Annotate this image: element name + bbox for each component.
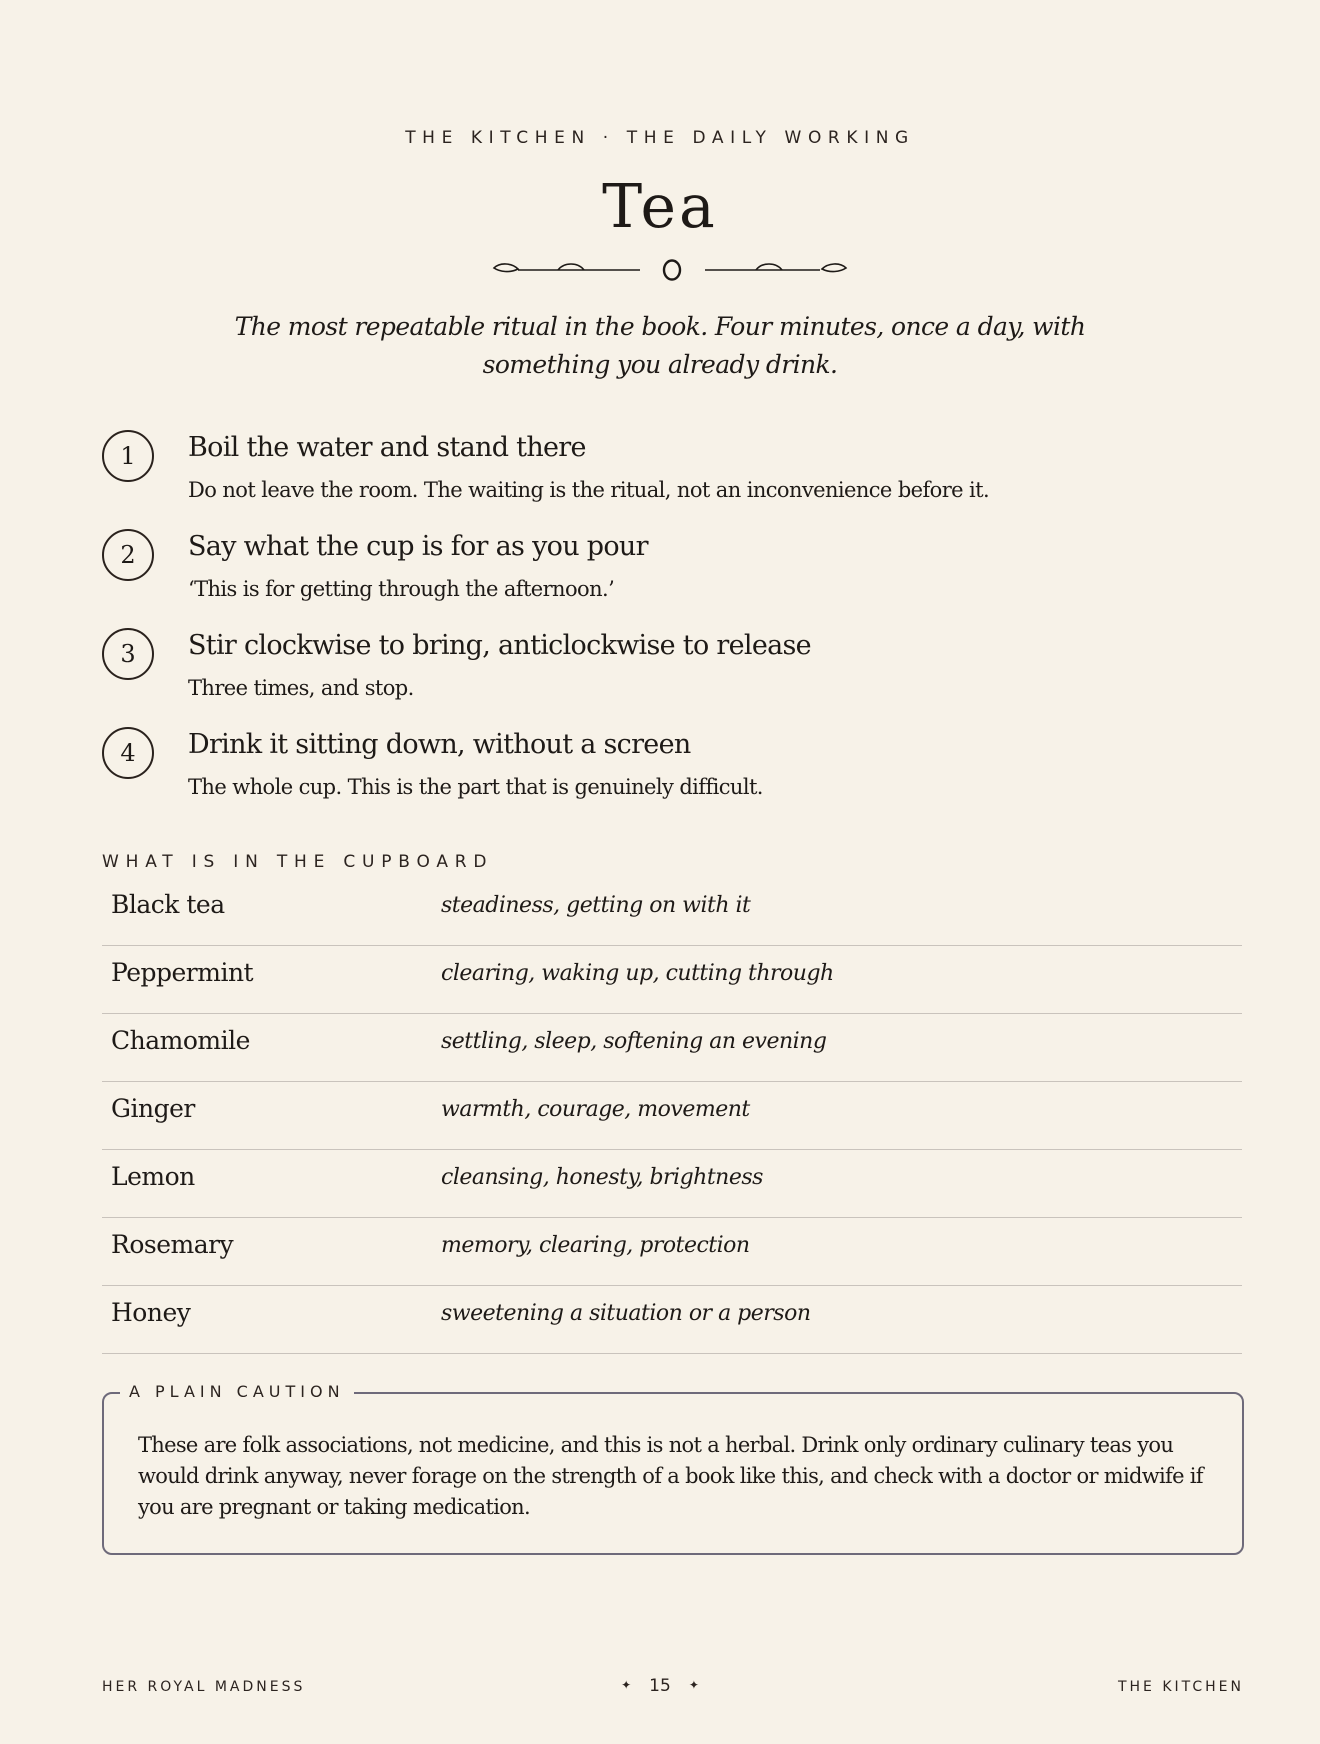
caution-label: A PLAIN CAUTION [120,1382,354,1402]
tea-meaning: clearing, waking up, cutting through [441,961,834,986]
tea-meaning: memory, clearing, protection [441,1233,750,1258]
ritual-steps [102,428,1232,824]
step-item [102,527,1232,626]
step-number-badge: 1 [102,430,154,482]
step-title: Stir clockwise to bring, anticlockwise to release [188,630,811,661]
table-row [102,1218,1242,1286]
step-number-badge: 2 [102,529,154,581]
star-ornament-icon: ✦ [621,1678,632,1692]
cupboard-section-label: WHAT IS IN THE CUPBOARD [102,852,494,872]
step-description: The whole cup. This is the part that is genuinely difficult. [188,775,763,799]
table-row [102,878,1242,946]
step-item [102,725,1232,824]
step-description: Three times, and stop. [188,676,414,700]
step-description: Do not leave the room. The waiting is the ritual, not an inconvenience before it. [188,478,990,502]
step-item [102,428,1232,527]
tea-meaning: cleansing, honesty, brightness [441,1165,763,1190]
tea-name: Black tea [111,890,225,919]
footer-chapter-name: THE KITCHEN [1117,1679,1244,1695]
table-row [102,946,1242,1014]
step-number-badge: 4 [102,727,154,779]
tea-name: Chamomile [111,1026,250,1055]
caution-box [102,1382,1244,1555]
intro-paragraph: The most repeatable ritual in the book. Four minutes, once a day, with something you already drink. [234,312,1086,379]
step-description: ‘This is for getting through the afternoon.’ [188,577,615,601]
table-row [102,1082,1242,1150]
step-title: Boil the water and stand there [188,432,586,463]
tea-name: Honey [111,1298,191,1327]
step-number-badge: 3 [102,628,154,680]
caution-text: These are folk associations, not medicine, and this is not a herbal. Drink only ordinary culinary teas you would drink anyway, never forage on the strength of a book like this, and check with a doctor or midwife if you are pregnant or taking medication. [138,1433,1203,1519]
step-title: Say what the cup is for as you pour [188,531,648,562]
tea-meaning: steadiness, getting on with it [441,893,751,918]
step-title: Drink it sitting down, without a screen [188,729,691,760]
table-row [102,1286,1242,1354]
chapter-eyebrow: THE KITCHEN · THE DAILY WORKING [405,128,915,148]
tea-name: Lemon [111,1162,195,1191]
step-item [102,626,1232,725]
cupboard-table [102,878,1242,1354]
table-row [102,1150,1242,1218]
page-number: 15 [649,1676,671,1696]
tea-name: Peppermint [111,958,254,987]
tea-name: Ginger [111,1094,195,1123]
tea-meaning: settling, sleep, softening an evening [441,1029,827,1054]
footer-book-title: HER ROYAL MADNESS [102,1679,306,1695]
star-ornament-icon: ✦ [688,1678,699,1692]
tea-meaning: sweetening a situation or a person [441,1301,811,1326]
page-title: Tea [602,172,718,242]
flourish-divider-icon [490,254,850,284]
tea-meaning: warmth, courage, movement [441,1097,750,1122]
table-row [102,1014,1242,1082]
tea-name: Rosemary [111,1230,234,1259]
